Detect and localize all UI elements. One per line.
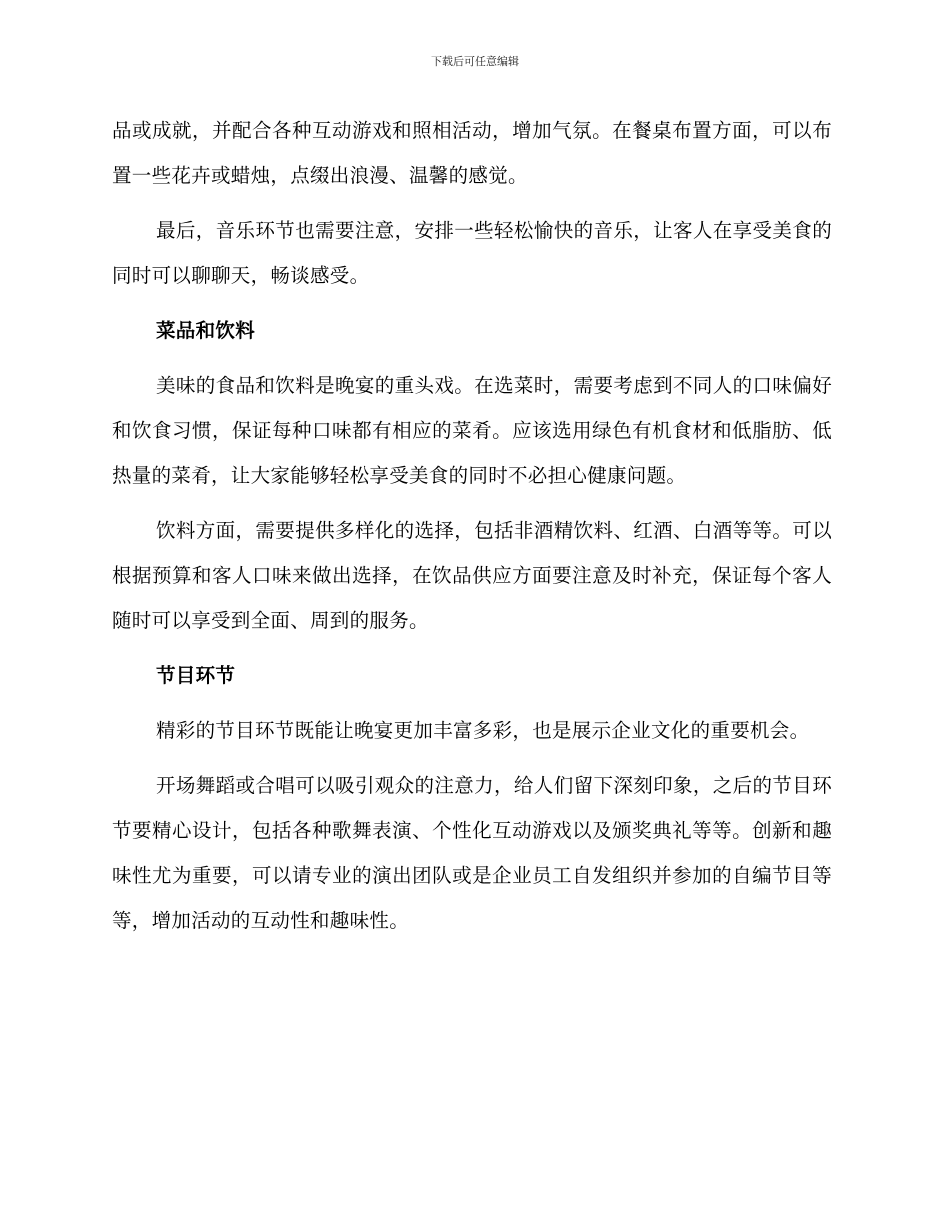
document-body [112,108,832,953]
paragraph-table-decor: 品或成就，并配合各种互动游戏和照相活动，增加气氛。在餐桌布置方面，可以布置一些花卉或蜡烛，点缀出浪漫、温馨的感觉。 [112,119,832,187]
section-heading-dishes-drinks: 菜品和饮料 [156,319,256,342]
paragraph-program-details: 开场舞蹈或合唱可以吸引观众的注意力，给人们留下深刻印象，之后的节目环节要精心设计，包括各种歌舞表演、个性化互动游戏以及颁奖典礼等等。创新和趣味性尤为重要，可以请专业的演出团队或是企业员工自发组织并参加的自编节目等等，增加活动的互动性和趣味性。 [112,774,832,932]
paragraph-food: 美味的食品和饮料是晚宴的重头戏。在选菜时，需要考虑到不同人的口味偏好和饮食习惯，保证每种口味都有相应的菜肴。应该选用绿色有机食材和低脂肪、低热量的菜肴，让大家能够轻松享受美食的同时不必担心健康问题。 [112,374,832,487]
section-heading-program: 节目环节 [156,664,236,687]
paragraph-music: 最后，音乐环节也需要注意，安排一些轻松愉快的音乐，让客人在享受美食的同时可以聊聊天，畅谈感受。 [112,219,832,287]
paragraph-program-intro: 精彩的节目环节既能让晚宴更加丰富多彩，也是展示企业文化的重要机会。 [156,719,810,742]
page-header-note: 下载后可任意编辑 [431,55,519,68]
paragraph-drinks: 饮料方面，需要提供多样化的选择，包括非酒精饮料、红酒、白酒等等。可以根据预算和客人口味来做出选择，在饮品供应方面要注意及时补充，保证每个客人随时可以享受到全面、周到的服务。 [112,519,832,632]
